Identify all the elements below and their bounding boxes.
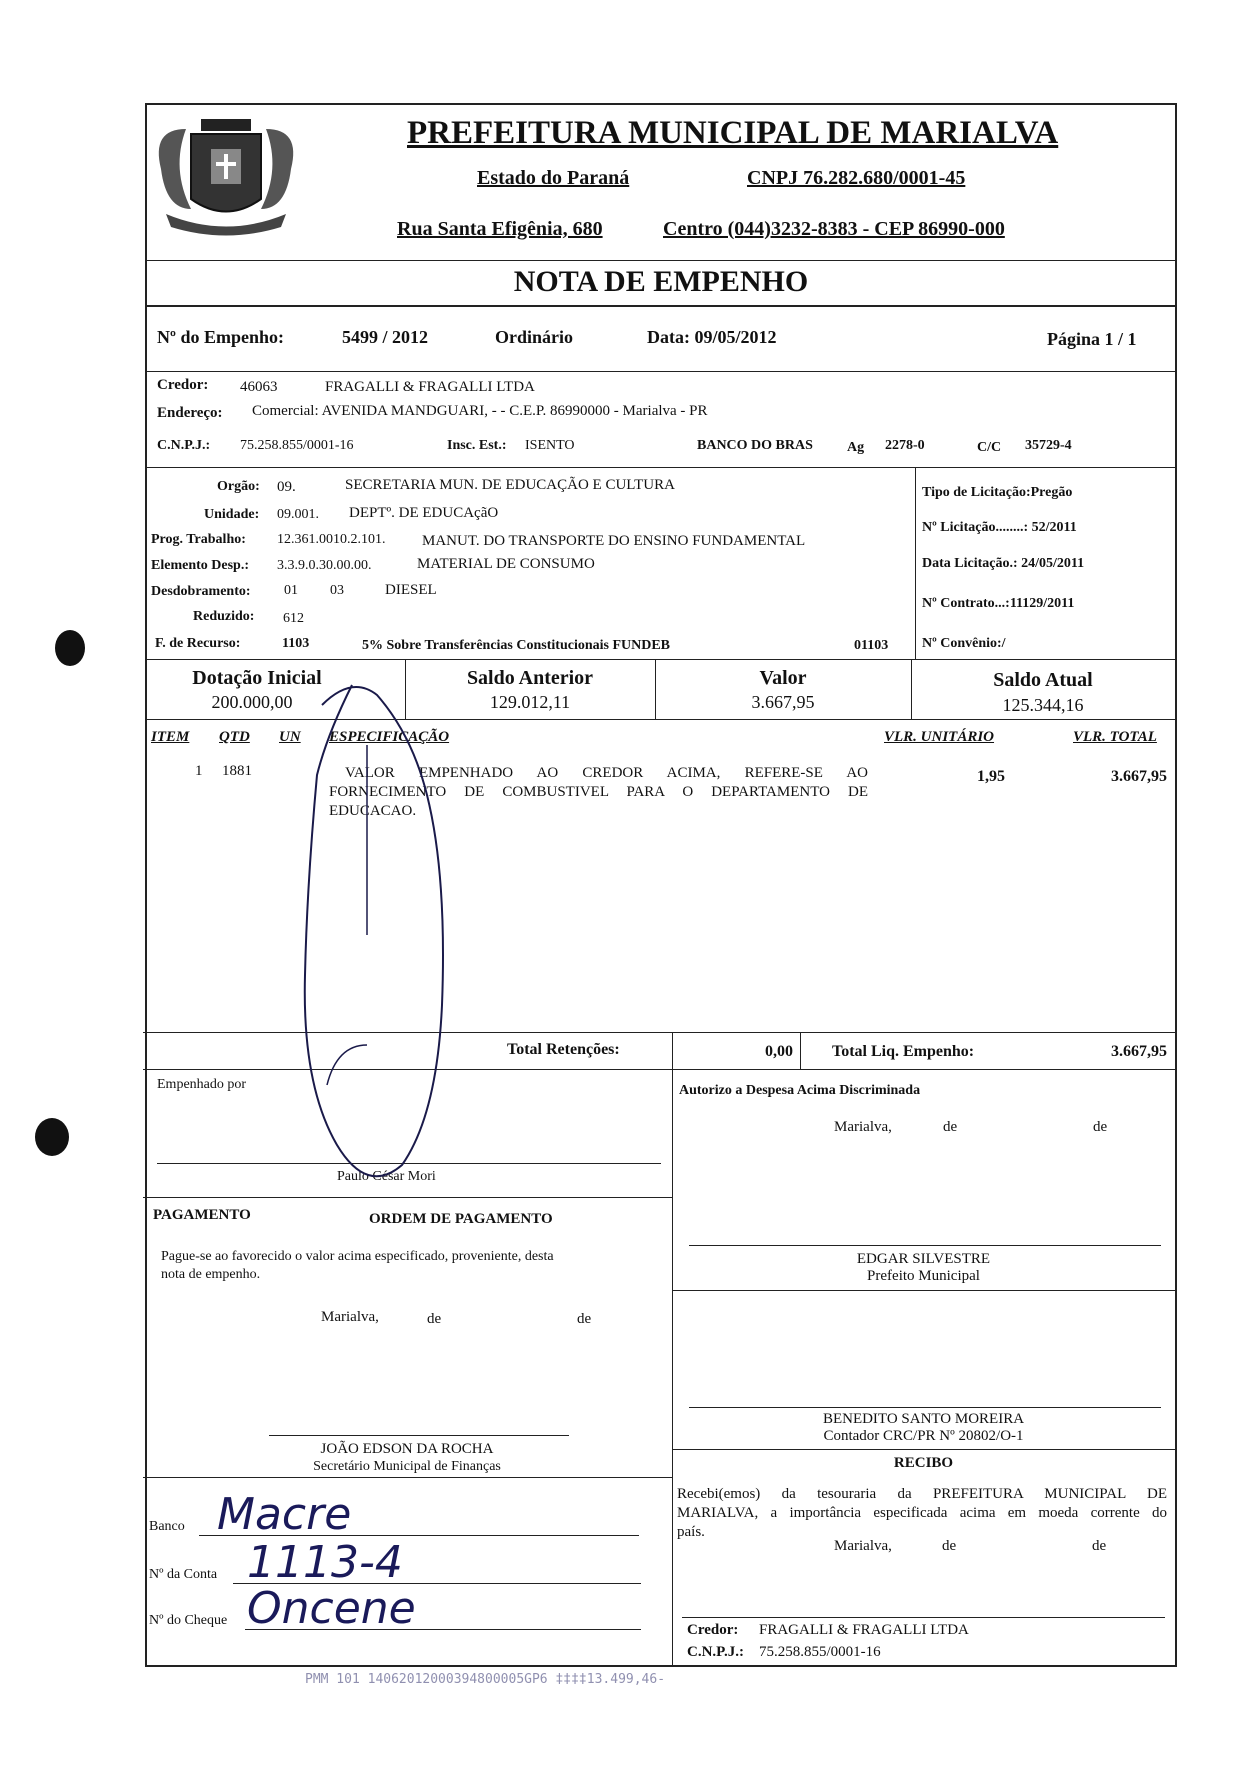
recibo-cnpj-label: C.N.P.J.: [687, 1644, 744, 1660]
licitacao-numero: Nº Licitação........: 52/2011 [922, 520, 1077, 535]
recibo-place: Marialva, [834, 1538, 892, 1554]
desdobramento-b: 03 [330, 583, 344, 598]
item-spec-line2: FORNECIMENTO DE COMBUSTIVEL PARA O DEPARTAMENTO DE [329, 784, 868, 800]
prefeito-role: Prefeito Municipal [867, 1268, 980, 1284]
retencoes-label: Total Retenções: [507, 1041, 620, 1058]
recibo-line2: MARIALVA, a importância especificada acima em moeda corrente do [677, 1505, 1167, 1521]
liquido-label: Total Liq. Empenho: [832, 1043, 975, 1060]
saldo-anterior-value: 129.012,11 [489, 692, 571, 712]
autorizo-place: Marialva, [834, 1119, 892, 1135]
licitacao-data: Data Licitação.: 24/05/2011 [922, 556, 1085, 571]
contador-role: Contador CRC/PR Nº 20802/O-1 [823, 1428, 1024, 1444]
cheque-handwriting: Oncene [247, 1583, 416, 1634]
banco-label: Banco [149, 1519, 185, 1534]
prog-code: 12.361.0010.2.101. [277, 532, 386, 547]
recibo-credor-name: FRAGALLI & FRAGALLI LTDA [759, 1622, 969, 1638]
scan-dot [55, 630, 85, 666]
conta-handwriting: 1113-4 [247, 1537, 403, 1588]
page-title: PREFEITURA MUNICIPAL DE MARIALVA [407, 115, 1059, 151]
col-spec: ESPECIFICAÇÃO [329, 729, 450, 745]
empenho-label: Nº do Empenho: [157, 327, 284, 347]
pagamento-de1: de [427, 1311, 442, 1327]
prog-label: Prog. Trabalho: [151, 532, 246, 547]
recibo-de1: de [942, 1538, 957, 1554]
elemento-label: Elemento Desp.: [151, 558, 249, 573]
coat-of-arms-logo [151, 109, 301, 239]
secretario-role: Secretário Municipal de Finanças [313, 1459, 501, 1474]
ordem-pagamento: ORDEM DE PAGAMENTO [369, 1211, 553, 1227]
saldo-atual-value: 125.344,16 [1002, 695, 1084, 715]
saldo-anterior-label: Saldo Anterior [466, 667, 594, 689]
pagamento-de2: de [577, 1311, 592, 1327]
item-number: 1 [195, 763, 203, 779]
credor-label: Credor: [157, 377, 209, 393]
dotacao-value: 200.000,00 [211, 692, 293, 712]
credor-code: 46063 [240, 379, 278, 395]
autorizo-de1: de [943, 1119, 958, 1135]
licitacao-tipo: Tipo de Licitação:Pregão [922, 485, 1073, 500]
unidade-label: Unidade: [204, 507, 260, 522]
banco-handwriting: Macre [217, 1489, 352, 1540]
agency-value: 2278-0 [885, 438, 925, 453]
recurso-label: F. de Recurso: [155, 636, 241, 651]
convenio-numero: Nº Convênio:/ [922, 636, 1006, 651]
page-number: Página 1 / 1 [1047, 329, 1137, 349]
autorizo-de2: de [1093, 1119, 1108, 1135]
empenhado-label: Empenhado por [157, 1077, 247, 1092]
liquido-value: 3.667,95 [1111, 1043, 1167, 1060]
insc-label: Insc. Est.: [447, 438, 507, 453]
credor-cnpj-label: C.N.P.J.: [157, 438, 211, 453]
pagamento-text1: Pague-se ao favorecido o valor acima especificado, proveniente, desta [161, 1249, 554, 1264]
contador-name: BENEDITO SANTO MOREIRA [822, 1411, 1025, 1427]
saldo-atual-label: Saldo Atual [993, 669, 1093, 691]
credor-name: FRAGALLI & FRAGALLI LTDA [325, 379, 535, 395]
item-total-value: 3.667,95 [1111, 768, 1167, 785]
col-item: ITEM [151, 729, 190, 745]
orgao-label: Orgão: [217, 479, 260, 494]
desdobramento-name: DIESEL [385, 582, 437, 598]
street-address: Rua Santa Efigênia, 680 [397, 218, 603, 240]
orgao-name: SECRETARIA MUN. DE EDUCAÇÃO E CULTURA [345, 477, 675, 493]
scan-dot [35, 1118, 69, 1156]
recurso-name: 5% Sobre Transferências Constitucionais FUNDEB [362, 638, 671, 653]
elemento-code: 3.3.9.0.30.00.00. [277, 558, 372, 573]
account-label: C/C [977, 440, 1002, 455]
recurso-code: 1103 [282, 636, 310, 651]
credor-address: Comercial: AVENIDA MANDGUARI, - - C.E.P. 86990000 - Marialva - PR [252, 403, 708, 419]
pagamento-text2: nota de empenho. [161, 1267, 261, 1282]
contrato-numero: Nº Contrato...:11129/2011 [922, 596, 1075, 611]
account-value: 35729-4 [1025, 438, 1072, 453]
unidade-code: 09.001. [277, 507, 319, 522]
empenho-type: Ordinário [495, 327, 574, 347]
address-label: Endereço: [157, 405, 223, 421]
pagamento-label: PAGAMENTO [153, 1207, 251, 1223]
reduzido-value: 612 [283, 611, 304, 626]
recibo-credor-label: Credor: [687, 1622, 739, 1638]
empenhado-signer: Paulo César Mori [337, 1169, 436, 1184]
item-unit-value: 1,95 [977, 768, 1005, 785]
item-qtd: 1881 [222, 763, 252, 779]
recibo-cnpj: 75.258.855/0001-16 [759, 1644, 881, 1660]
pagamento-place: Marialva, [321, 1309, 379, 1325]
col-unit-value: VLR. UNITÁRIO [884, 729, 995, 745]
recibo-line1: Recebi(emos) da tesouraria da PREFEITURA MUNICIPAL DE [677, 1486, 1167, 1502]
valor-value: 3.667,95 [751, 692, 815, 712]
elemento-name: MATERIAL DE CONSUMO [417, 556, 595, 572]
recibo-line3: país. [677, 1524, 705, 1540]
prog-name: MANUT. DO TRANSPORTE DO ENSINO FUNDAMENTAL [422, 533, 806, 549]
state-name: Estado do Paraná [477, 167, 630, 189]
credor-cnpj: 75.258.855/0001-16 [240, 438, 354, 453]
dotacao-label: Dotação Inicial [192, 667, 322, 689]
item-spec-line1: VALOR EMPENHADO AO CREDOR ACIMA, REFERE-SE AO [345, 765, 868, 781]
recibo-title: RECIBO [893, 1455, 954, 1471]
document-title: NOTA DE EMPENHO [513, 265, 809, 298]
agency-label: Ag [847, 440, 865, 455]
insc-value: ISENTO [525, 438, 575, 453]
valor-label: Valor [759, 667, 807, 689]
conta-label: Nº da Conta [149, 1567, 218, 1582]
retencoes-value: 0,00 [765, 1043, 793, 1060]
contact-info: Centro (044)3232-8383 - CEP 86990-000 [663, 218, 1005, 240]
empenho-date: Data: 09/05/2012 [647, 327, 777, 347]
footer-code: PMM 101 14062012000394800005GP6 ‡‡‡‡13.499,46- [305, 1672, 666, 1687]
header-cnpj: CNPJ 76.282.680/0001-45 [747, 167, 966, 189]
recibo-de2: de [1092, 1538, 1107, 1554]
empenho-form [145, 103, 1177, 1667]
recurso-ref: 01103 [854, 638, 889, 653]
autorizo-label: Autorizo a Despesa Acima Discriminada [679, 1083, 921, 1098]
bank-name: BANCO DO BRAS [697, 438, 813, 453]
col-un: UN [279, 729, 301, 745]
unidade-name: DEPTº. DE EDUCAçãO [349, 505, 499, 521]
desdobramento-a: 01 [284, 583, 298, 598]
empenho-number: 5499 / 2012 [342, 327, 429, 347]
col-qtd: QTD [219, 729, 250, 745]
reduzido-label: Reduzido: [193, 609, 255, 624]
prefeito-name: EDGAR SILVESTRE [856, 1251, 991, 1267]
item-spec-line3: EDUCACAO. [329, 803, 417, 819]
col-total-value: VLR. TOTAL [1073, 729, 1157, 745]
cheque-label: Nº do Cheque [149, 1613, 228, 1628]
orgao-code: 09. [277, 479, 296, 495]
signature-scribble [227, 645, 487, 1205]
desdobramento-label: Desdobramento: [151, 584, 251, 599]
secretario-name: JOÃO EDSON DA ROCHA [320, 1441, 494, 1457]
